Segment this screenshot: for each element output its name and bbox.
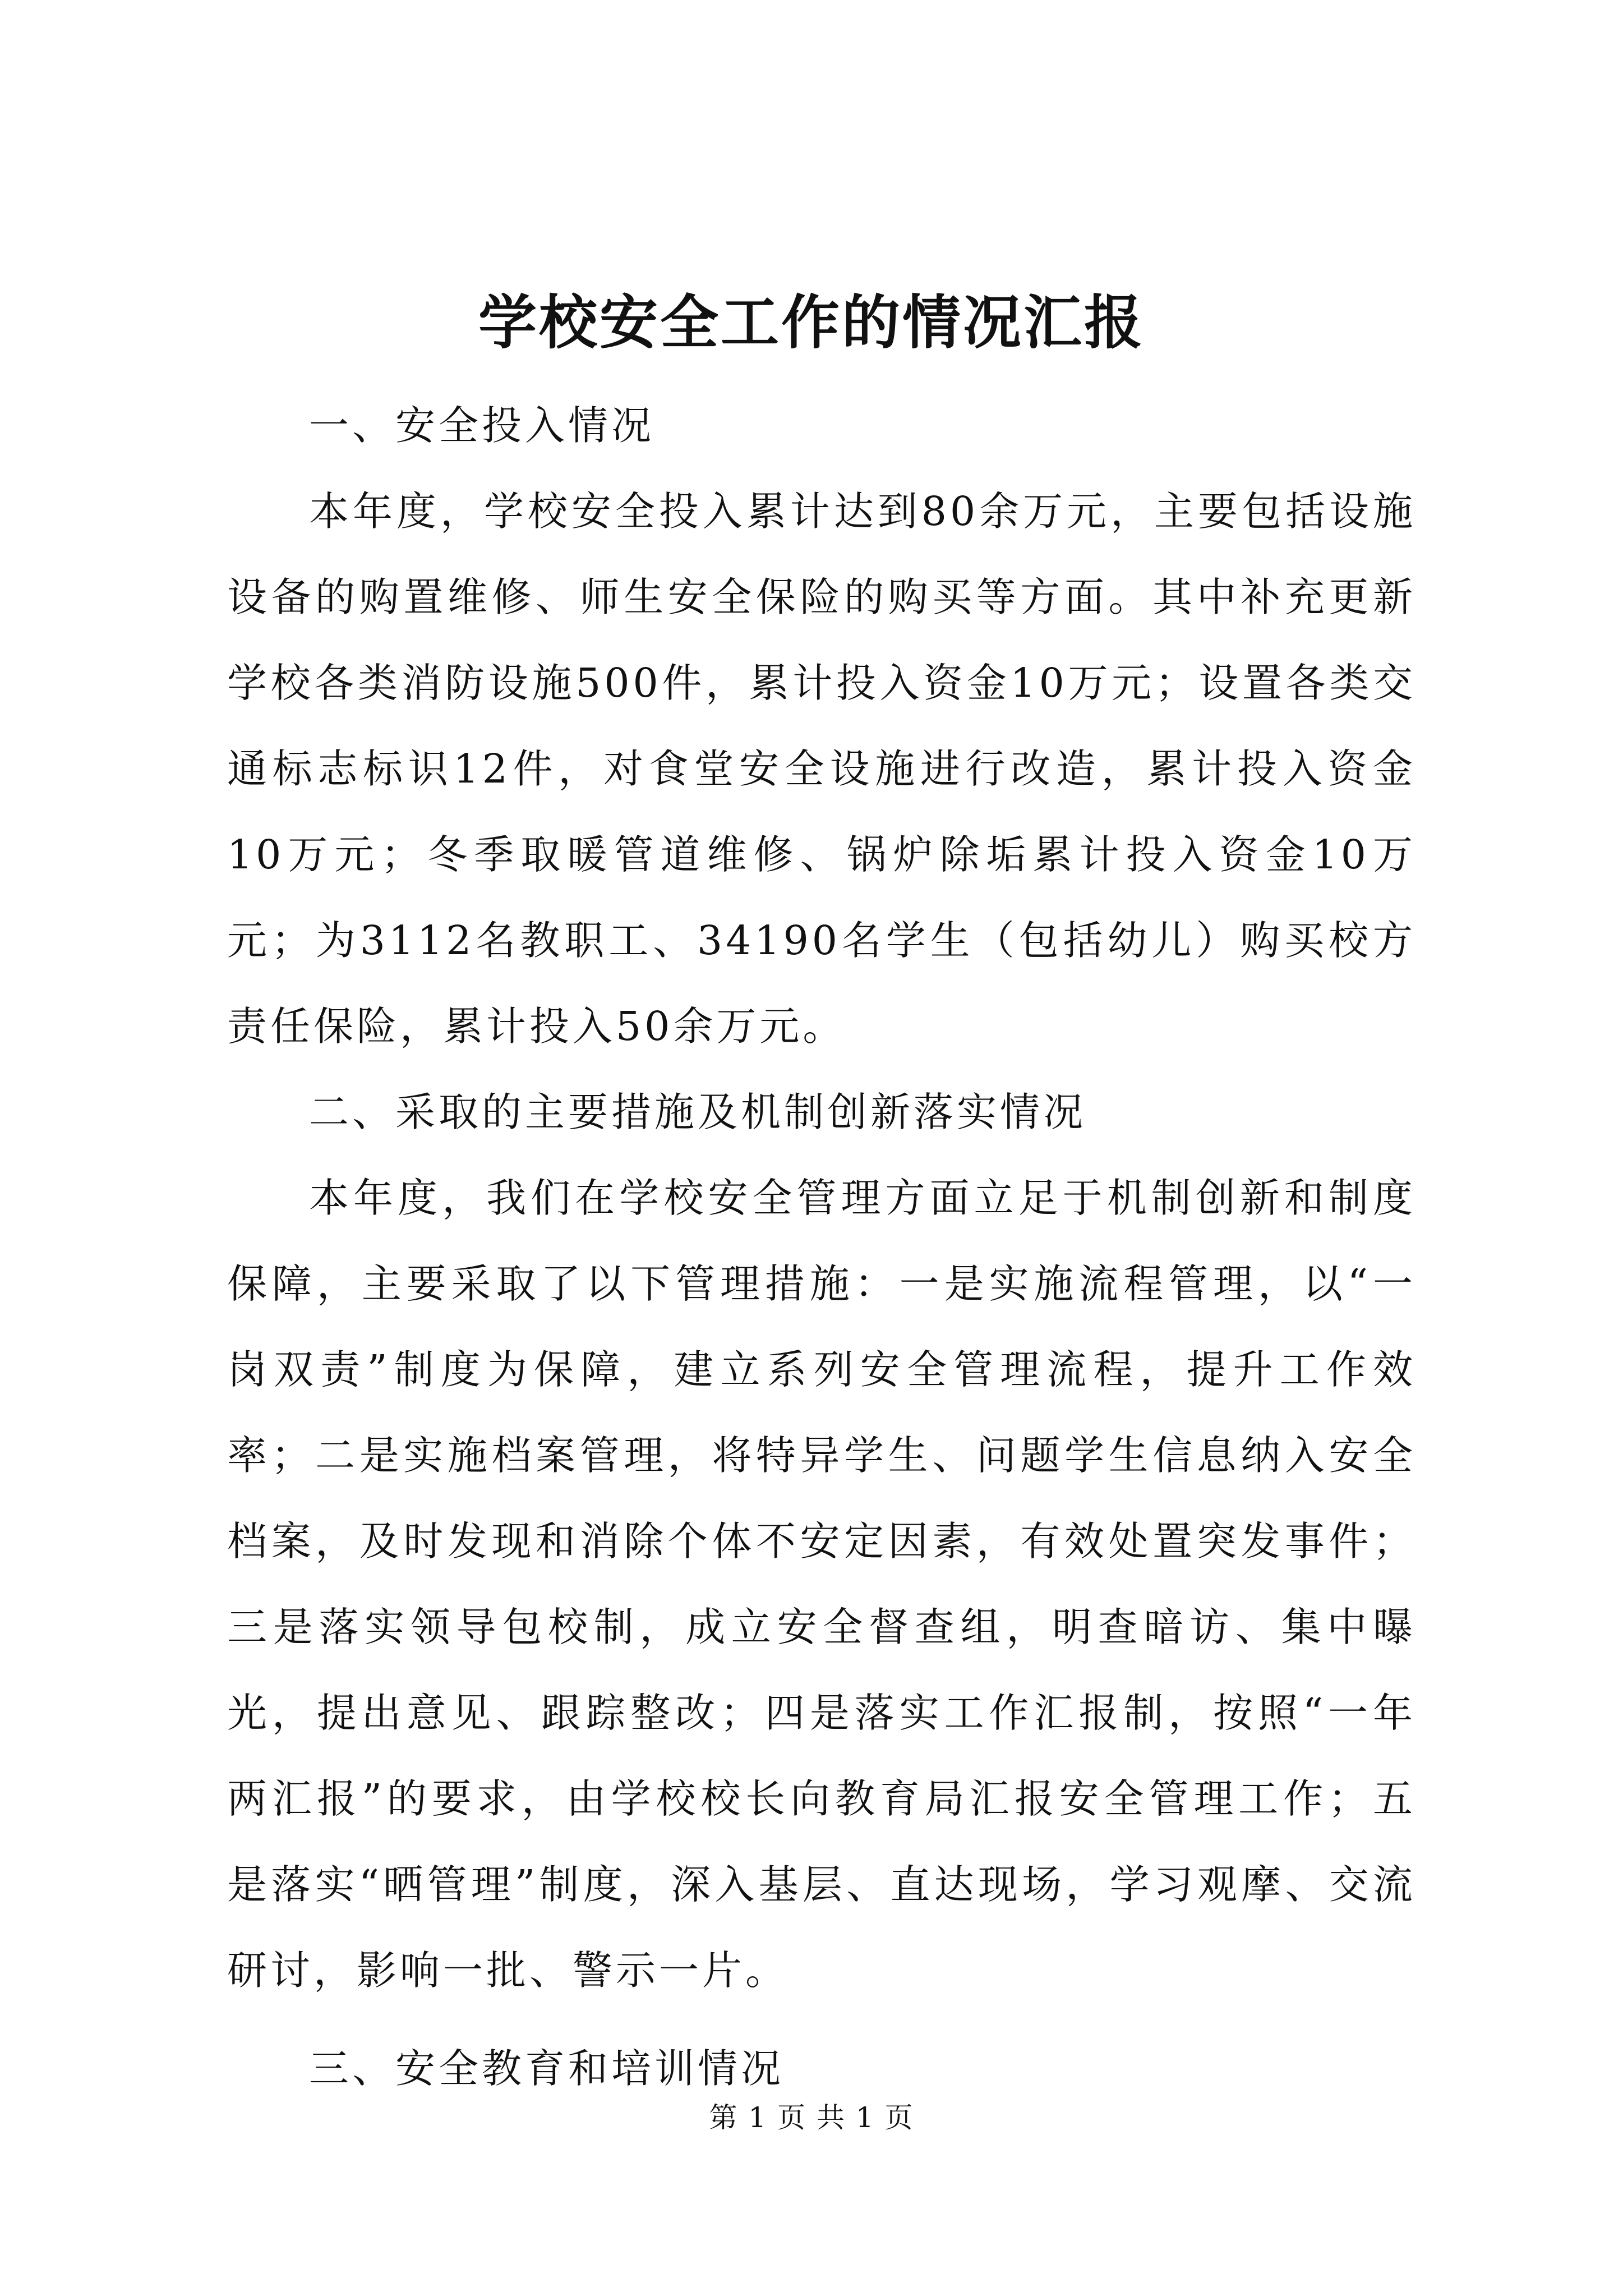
section-1-heading: 一、安全投入情况 bbox=[309, 402, 655, 449]
section-3-heading: 三、安全教育和培训情况 bbox=[309, 2045, 785, 2092]
document-title: 学校安全工作的情况汇报 bbox=[478, 288, 1145, 357]
section-2-paragraph: 本年度，我们在学校安全管理方面立足于机制创新和制度保障，主要采取了以下管理措施：一是实施流程管理，以“一岗双责”制度为保障，建立系列安全管理流程，提升工作效率；二是实施档案管理，将特异学生、问题学生信息纳入安全档案，及时发现和消除个体不安定因素，有效处置突发事件；三是落实领导包校制，成立安全督查组，明查暗访、集中曝光，提出意见、跟踪整改；四是落实工作汇报制，按照“一年两汇报”的要求，由学校校长向教育局汇报安全管理工作；五是落实“晒管理”制度，深入基层、直达现场，学习观摩、交流研讨，影响一批、警示一片。 bbox=[227, 1175, 1416, 1994]
section-2-heading: 二、采取的主要措施及机制创新落实情况 bbox=[309, 1089, 1087, 1135]
document-body bbox=[227, 383, 1416, 2111]
section-1-paragraph: 本年度，学校安全投入累计达到80余万元，主要包括设施设备的购置维修、师生安全保险的购买等方面。其中补充更新学校各类消防设施500件，累计投入资金10万元；设置各类交通标志标识12件，对食堂安全设施进行改造，累计投入资金10万元；冬季取暖管道维修、锅炉除垢累计投入资金10万元；为3112名教职工、34190名学生（包括幼儿）购买校方责任保险，累计投入50余万元。 bbox=[227, 488, 1416, 1050]
page-footer: 第 1 页 共 1 页 bbox=[709, 2101, 914, 2134]
